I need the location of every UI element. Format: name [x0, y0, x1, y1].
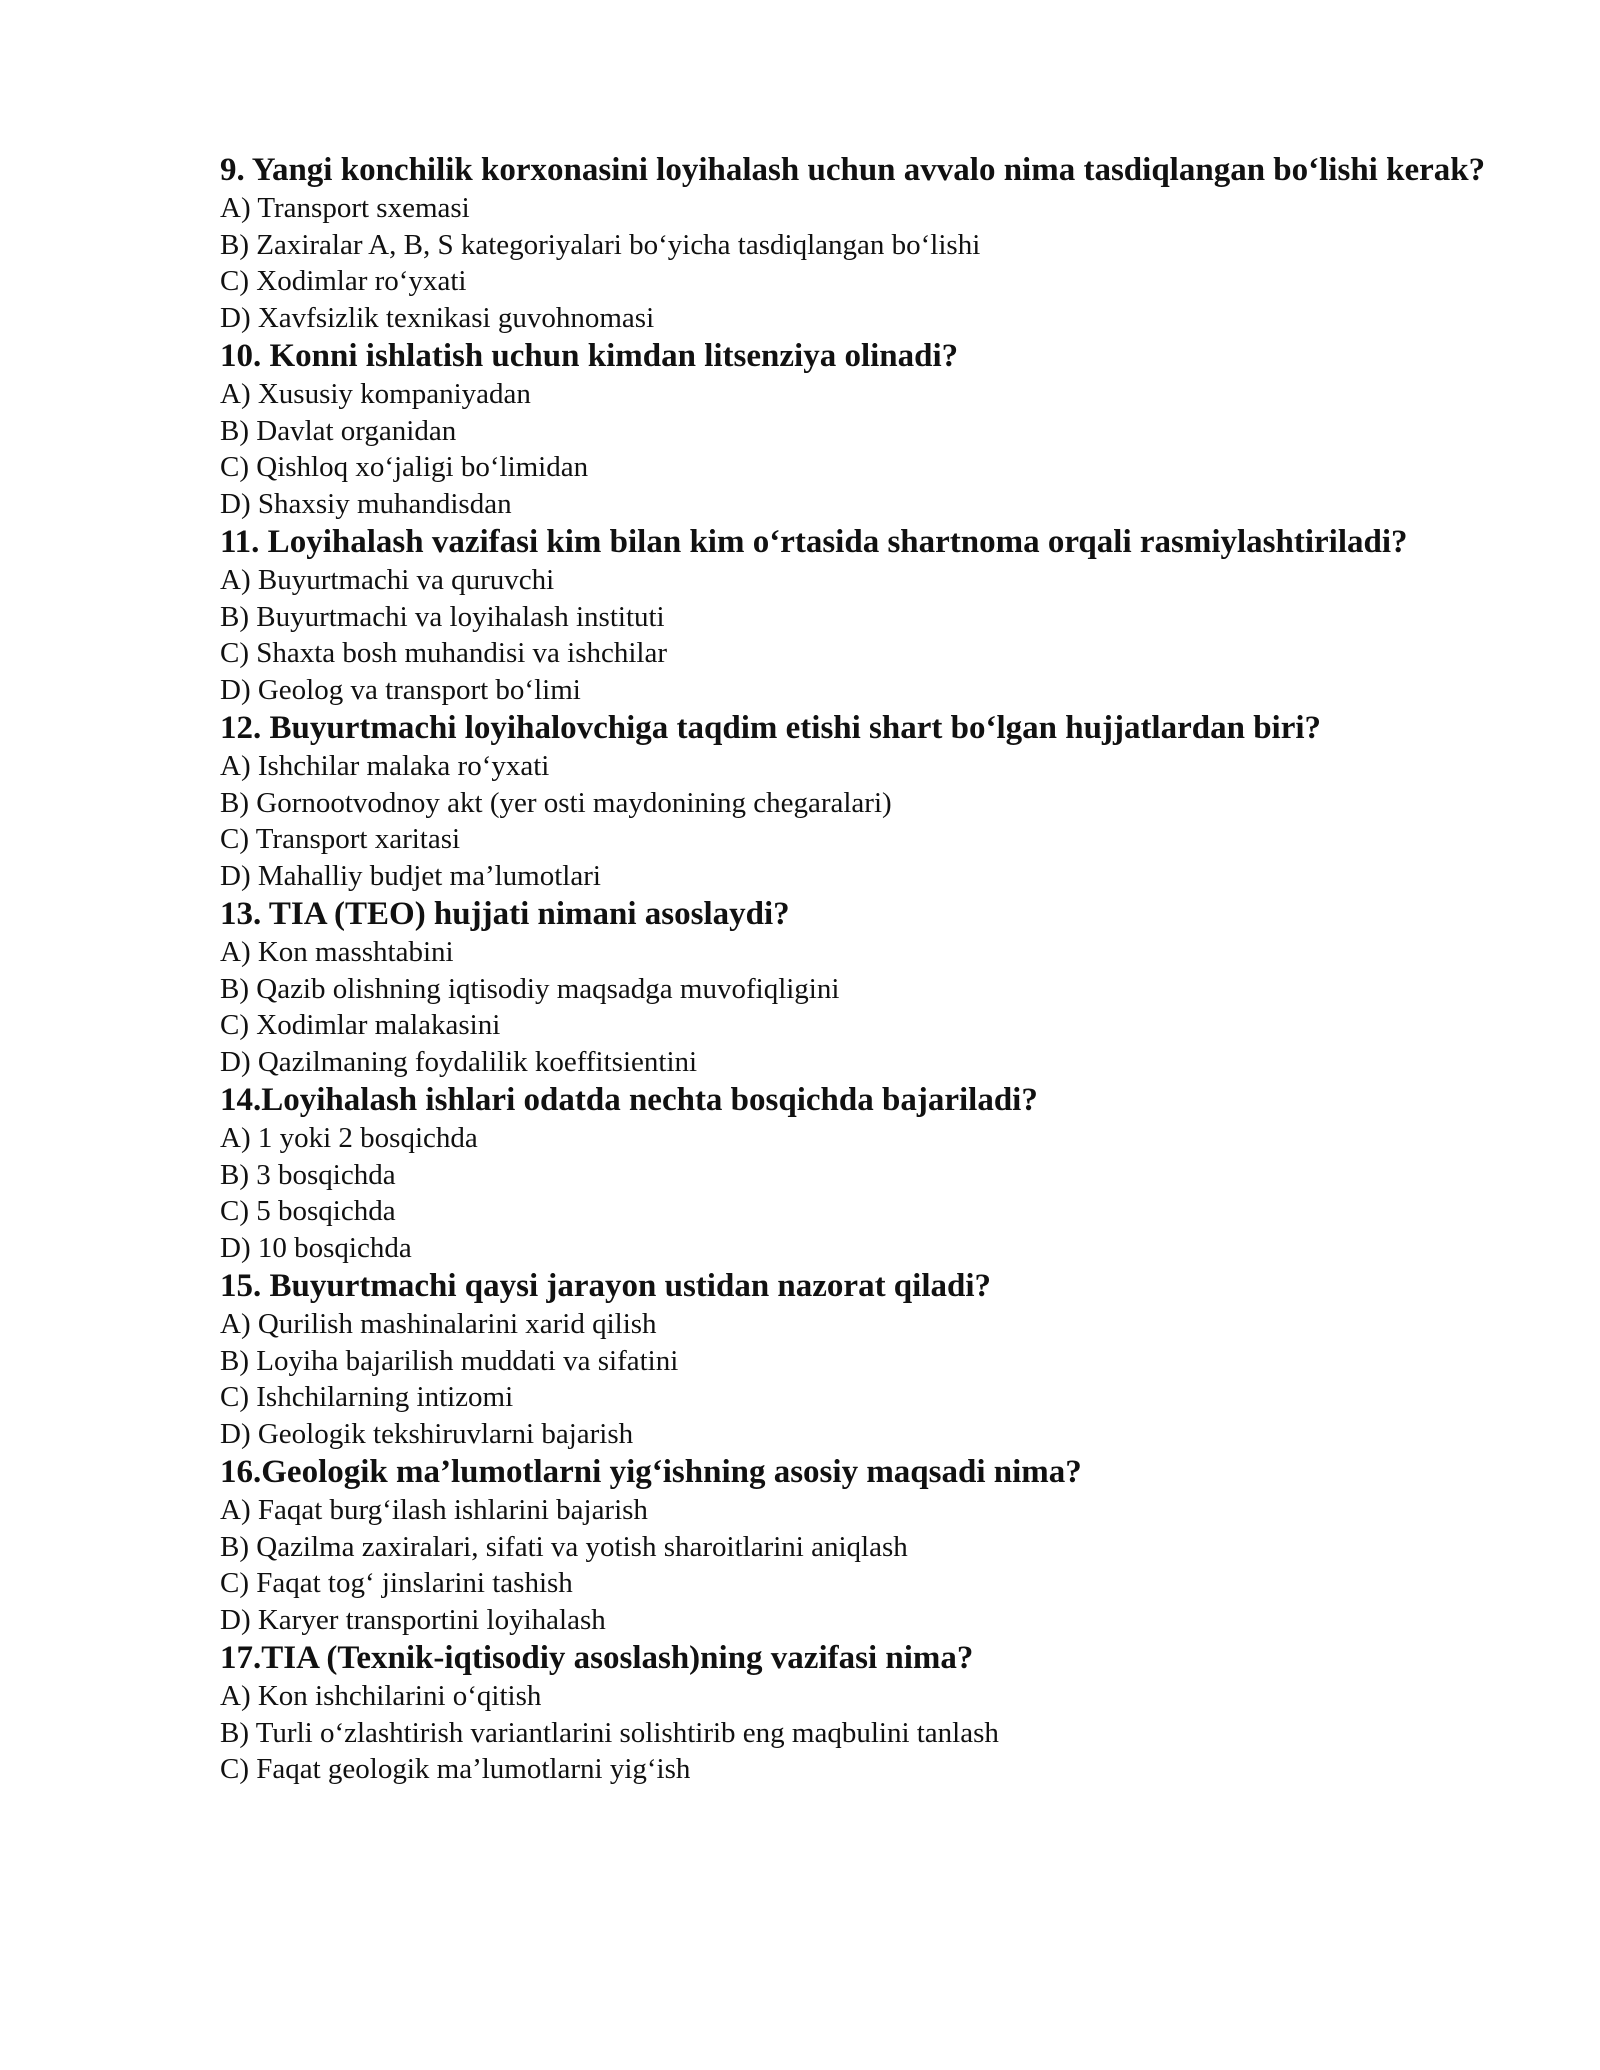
question-title: 16.Geologik ma’lumotlarni yig‘ishning asosiy maqsadi nima? — [220, 1454, 1082, 1490]
question-13 — [220, 894, 1490, 1080]
option-b: B) Zaxiralar A, B, S kategoriyalari bo‘yicha tasdiqlangan bo‘lishi — [220, 228, 981, 261]
question-11 — [220, 522, 1490, 708]
option-d: D) Xavfsizlik texnikasi guvohnomasi — [220, 301, 655, 334]
option-d: D) Karyer transportini loyihalash — [220, 1603, 606, 1636]
question-15 — [220, 1266, 1490, 1452]
option-a: A) Buyurtmachi va quruvchi — [220, 564, 555, 596]
option-c: C) Ishchilarning intizomi — [220, 1381, 514, 1413]
option-d: D) Geologik tekshiruvlarni bajarish — [220, 1417, 634, 1450]
option-c: C) Xodimlar malakasini — [220, 1009, 501, 1041]
question-title: 9. Yangi konchilik korxonasini loyihalash uchun avvalo nima tasdiqlangan bo‘lishi kerak? — [220, 152, 1486, 188]
question-title: 12. Buyurtmachi loyihalovchiga taqdim etishi shart bo‘lgan hujjatlardan biri? — [220, 710, 1322, 746]
option-a: A) Qurilish mashinalarini xarid qilish — [220, 1308, 657, 1340]
option-d: D) Mahalliy budjet ma’lumotlari — [220, 859, 601, 892]
option-c: C) 5 bosqichda — [220, 1195, 396, 1227]
question-16 — [220, 1452, 1490, 1638]
option-c: C) Xodimlar ro‘yxati — [220, 265, 467, 297]
option-c: C) Shaxta bosh muhandisi va ishchilar — [220, 637, 668, 669]
option-d: D) Qazilmaning foydalilik koeffitsientini — [220, 1045, 698, 1078]
option-c: C) Transport xaritasi — [220, 823, 461, 855]
question-title: 17.TIA (Texnik-iqtisodiy asoslash)ning vazifasi nima? — [220, 1640, 974, 1676]
option-d: D) Geolog va transport bo‘limi — [220, 673, 581, 706]
option-d: D) 10 bosqichda — [220, 1231, 412, 1264]
question-title: 10. Konni ishlatish uchun kimdan litsenziya olinadi? — [220, 338, 959, 374]
question-14 — [220, 1080, 1490, 1266]
option-a: A) Xususiy kompaniyadan — [220, 378, 531, 410]
option-c: C) Qishloq xo‘jaligi bo‘limidan — [220, 451, 589, 483]
option-c: C) Faqat tog‘ jinslarini tashish — [220, 1567, 573, 1599]
option-b: B) Buyurtmachi va loyihalash instituti — [220, 600, 665, 633]
option-b: B) Qazilma zaxiralari, sifati va yotish sharoitlarini aniqlash — [220, 1530, 908, 1563]
option-a: A) Kon masshtabini — [220, 936, 454, 968]
option-b: B) Qazib olishning iqtisodiy maqsadga muvofiqligini — [220, 972, 840, 1005]
question-title: 15. Buyurtmachi qaysi jarayon ustidan nazorat qiladi? — [220, 1268, 992, 1304]
question-17 — [220, 1638, 1490, 1788]
option-b: B) 3 bosqichda — [220, 1158, 396, 1191]
option-a: A) Faqat burg‘ilash ishlarini bajarish — [220, 1494, 648, 1526]
option-b: B) Gornootvodnoy akt (yer osti maydonining chegaralari) — [220, 786, 892, 819]
option-a: A) Ishchilar malaka ro‘yxati — [220, 750, 550, 782]
option-a: A) 1 yoki 2 bosqichda — [220, 1122, 478, 1154]
question-title: 11. Loyihalash vazifasi kim bilan kim o‘rtasida shartnoma orqali rasmiylashtiriladi? — [220, 524, 1408, 560]
question-title: 13. TIA (TEO) hujjati nimani asoslaydi? — [220, 896, 790, 932]
option-b: B) Davlat organidan — [220, 414, 457, 447]
document-page — [220, 150, 1490, 1788]
question-9 — [220, 150, 1490, 336]
option-a: A) Kon ishchilarini o‘qitish — [220, 1680, 542, 1712]
option-b: B) Loyiha bajarilish muddati va sifatini — [220, 1344, 679, 1377]
option-c: C) Faqat geologik ma’lumotlarni yig‘ish — [220, 1753, 691, 1785]
question-12 — [220, 708, 1490, 894]
option-d: D) Shaxsiy muhandisdan — [220, 487, 512, 520]
option-b: B) Turli o‘zlashtirish variantlarini solishtirib eng maqbulini tanlash — [220, 1716, 999, 1749]
option-a: A) Transport sxemasi — [220, 192, 470, 224]
question-10 — [220, 336, 1490, 522]
question-title: 14.Loyihalash ishlari odatda nechta bosqichda bajariladi? — [220, 1082, 1038, 1118]
